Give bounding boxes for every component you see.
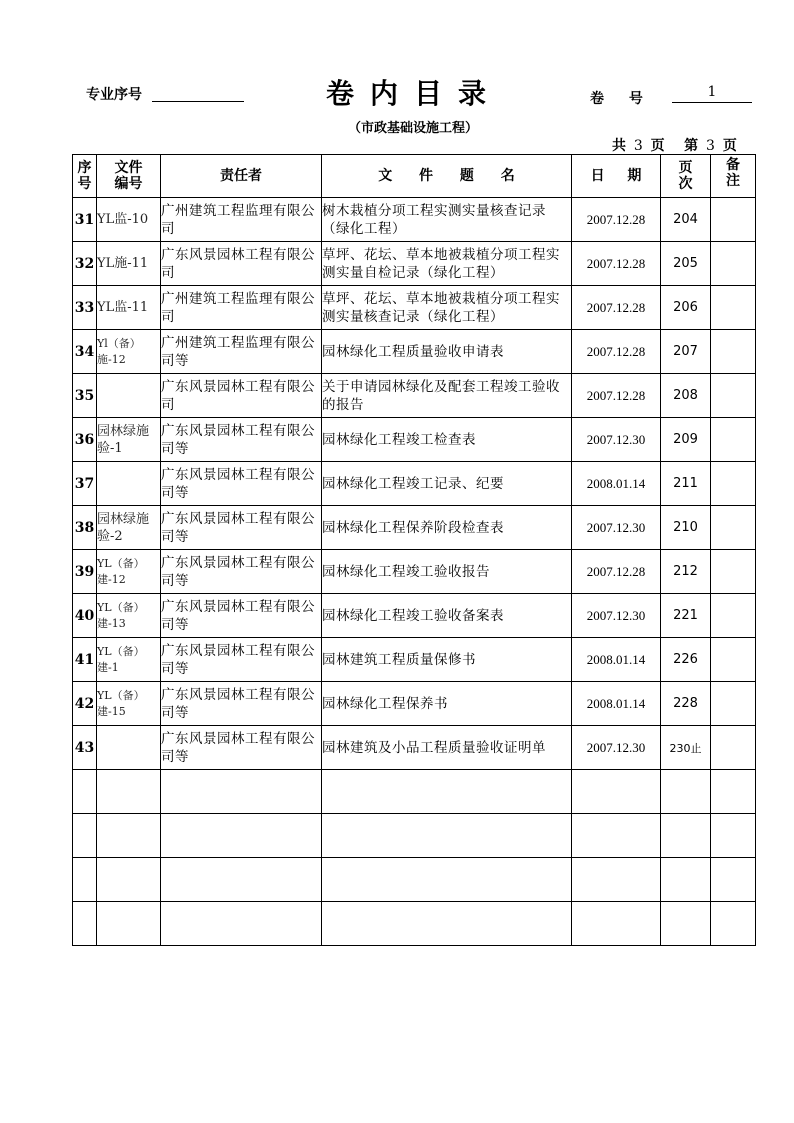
row-date [572,770,661,814]
page-title: 卷内目录 [326,77,503,110]
row-seq: 35 [73,374,97,418]
row-page: 211 [661,462,711,506]
page-number: 3 [703,138,718,155]
col-date: 日 期 [572,155,661,198]
row-file-title: 关于申请园林绿化及配套工程竣工验收的报告 [322,374,572,418]
row-remark [711,506,756,550]
table-row [73,770,756,814]
row-seq: 42 [73,682,97,726]
col-responsible: 责任者 [161,155,322,198]
row-file-title: 园林绿化工程竣工记录、纪要 [322,462,572,506]
row-date [572,858,661,902]
table-row [73,638,756,682]
row-page: 208 [661,374,711,418]
row-page [661,814,711,858]
table-row [73,902,756,946]
row-responsible: 广东风景园林工程有限公司等 [161,506,322,550]
row-seq: 38 [73,506,97,550]
row-page: 204 [661,198,711,242]
row-page: 230止 [661,726,711,770]
table-row [73,330,756,374]
row-responsible [161,858,322,902]
row-file-code [97,726,161,770]
row-page: 210 [661,506,711,550]
row-responsible: 广东风景园林工程有限公司等 [161,418,322,462]
table-row [73,462,756,506]
table-row [73,550,756,594]
row-page: 226 [661,638,711,682]
row-remark [711,330,756,374]
row-page: 228 [661,682,711,726]
row-remark [711,638,756,682]
col-remark: 备注 [711,155,756,198]
row-date: 2008.01.14 [572,462,661,506]
total-suffix: 页 [650,138,665,154]
row-responsible: 广东风景园林工程有限公司等 [161,682,322,726]
row-page [661,902,711,946]
row-seq [73,770,97,814]
row-file-title: 树木栽植分项工程实测实量核查记录（绿化工程） [322,198,572,242]
row-file-title: 园林绿化工程质量验收申请表 [322,330,572,374]
row-responsible: 广东风景园林工程有限公司等 [161,550,322,594]
row-page: 221 [661,594,711,638]
row-page: 205 [661,242,711,286]
row-responsible [161,814,322,858]
row-seq: 43 [73,726,97,770]
page-suffix: 页 [722,138,737,154]
volume-number[interactable]: 1 [672,84,752,103]
row-responsible: 广东风景园林工程有限公司 [161,242,322,286]
row-file-code: YL（备）建-15 [97,682,161,726]
row-remark [711,726,756,770]
row-date: 2007.12.28 [572,286,661,330]
table-row [73,418,756,462]
row-seq [73,814,97,858]
row-seq [73,858,97,902]
row-file-code [97,858,161,902]
row-remark [711,374,756,418]
row-date: 2007.12.28 [572,330,661,374]
row-responsible: 广东风景园林工程有限公司等 [161,638,322,682]
page-prefix: 第 [684,138,699,154]
row-file-code: YL（备）建-13 [97,594,161,638]
row-file-title: 草坪、花坛、草本地被栽植分项工程实测实量自检记录（绿化工程） [322,242,572,286]
row-file-code [97,902,161,946]
row-responsible: 广州建筑工程监理有限公司 [161,198,322,242]
pager [612,135,737,155]
row-responsible: 广东风景园林工程有限公司 [161,374,322,418]
row-file-code: Yl（备）施-12 [97,330,161,374]
row-file-title: 园林建筑及小品工程质量验收证明单 [322,726,572,770]
row-remark [711,814,756,858]
row-file-title: 草坪、花坛、草本地被栽植分项工程实测实量核查记录（绿化工程） [322,286,572,330]
row-page [661,770,711,814]
row-date: 2007.12.28 [572,198,661,242]
row-date: 2007.12.28 [572,550,661,594]
row-file-title [322,770,572,814]
row-seq: 39 [73,550,97,594]
total-prefix: 共 [612,138,626,154]
row-file-code [97,770,161,814]
row-remark [711,286,756,330]
table-row [73,198,756,242]
col-file-title: 文 件 题 名 [322,155,572,198]
row-file-title: 园林绿化工程保养阶段检查表 [322,506,572,550]
table-row [73,726,756,770]
row-seq: 40 [73,594,97,638]
row-page [661,858,711,902]
row-remark [711,770,756,814]
col-seq: 序号 [73,155,97,198]
row-seq: 31 [73,198,97,242]
row-date: 2007.12.30 [572,418,661,462]
row-responsible: 广东风景园林工程有限公司等 [161,726,322,770]
table-row [73,286,756,330]
total-pages: 3 [631,138,646,155]
table-row [73,242,756,286]
row-file-title: 园林绿化工程竣工检查表 [322,418,572,462]
major-seq-field[interactable] [152,84,244,102]
row-responsible: 广州建筑工程监理有限公司 [161,286,322,330]
row-date [572,814,661,858]
row-file-code: YL监-11 [97,286,161,330]
row-file-title [322,814,572,858]
row-file-code: YL（备）建-1 [97,638,161,682]
row-page: 207 [661,330,711,374]
row-remark [711,198,756,242]
row-file-title: 园林建筑工程质量保修书 [322,638,572,682]
row-remark [711,462,756,506]
row-page: 206 [661,286,711,330]
row-file-code: YL监-10 [97,198,161,242]
row-file-title [322,902,572,946]
row-date [572,902,661,946]
table-row [73,506,756,550]
col-file-code: 文件编号 [97,155,161,198]
row-seq: 41 [73,638,97,682]
row-date: 2007.12.28 [572,242,661,286]
row-responsible: 广东风景园林工程有限公司等 [161,594,322,638]
row-date: 2007.12.30 [572,506,661,550]
table-row [73,374,756,418]
row-seq: 34 [73,330,97,374]
row-remark [711,242,756,286]
major-seq-label: 专业序号 [86,87,142,103]
row-seq [73,902,97,946]
row-responsible [161,902,322,946]
row-page: 209 [661,418,711,462]
table-row [73,814,756,858]
row-date: 2008.01.14 [572,638,661,682]
row-remark [711,682,756,726]
row-date: 2007.12.30 [572,594,661,638]
row-file-title: 园林绿化工程保养书 [322,682,572,726]
table-row [73,594,756,638]
row-file-code: 园林绿施验-2 [97,506,161,550]
row-responsible: 广东风景园林工程有限公司等 [161,462,322,506]
row-file-title [322,858,572,902]
row-remark [711,594,756,638]
row-file-code [97,814,161,858]
row-seq: 36 [73,418,97,462]
row-date: 2007.12.28 [572,374,661,418]
table-row [73,858,756,902]
row-file-code: YL（备）建-12 [97,550,161,594]
row-seq: 33 [73,286,97,330]
table-header-row [73,155,756,198]
directory-table [72,154,756,946]
row-file-title: 园林绿化工程竣工验收报告 [322,550,572,594]
table-row [73,682,756,726]
row-remark [711,550,756,594]
row-date: 2007.12.30 [572,726,661,770]
row-responsible [161,770,322,814]
row-remark [711,858,756,902]
volume-label: 卷 号 [590,91,653,107]
row-responsible: 广州建筑工程监理有限公司等 [161,330,322,374]
row-file-code: YL施-11 [97,242,161,286]
row-file-code: 园林绿施验-1 [97,418,161,462]
row-file-code [97,374,161,418]
col-page: 页次 [661,155,711,198]
row-remark [711,418,756,462]
row-file-title: 园林绿化工程竣工验收备案表 [322,594,572,638]
row-date: 2008.01.14 [572,682,661,726]
row-seq: 37 [73,462,97,506]
page-subtitle: （市政基础设施工程） [348,121,479,136]
row-file-code [97,462,161,506]
row-page: 212 [661,550,711,594]
row-remark [711,902,756,946]
row-seq: 32 [73,242,97,286]
